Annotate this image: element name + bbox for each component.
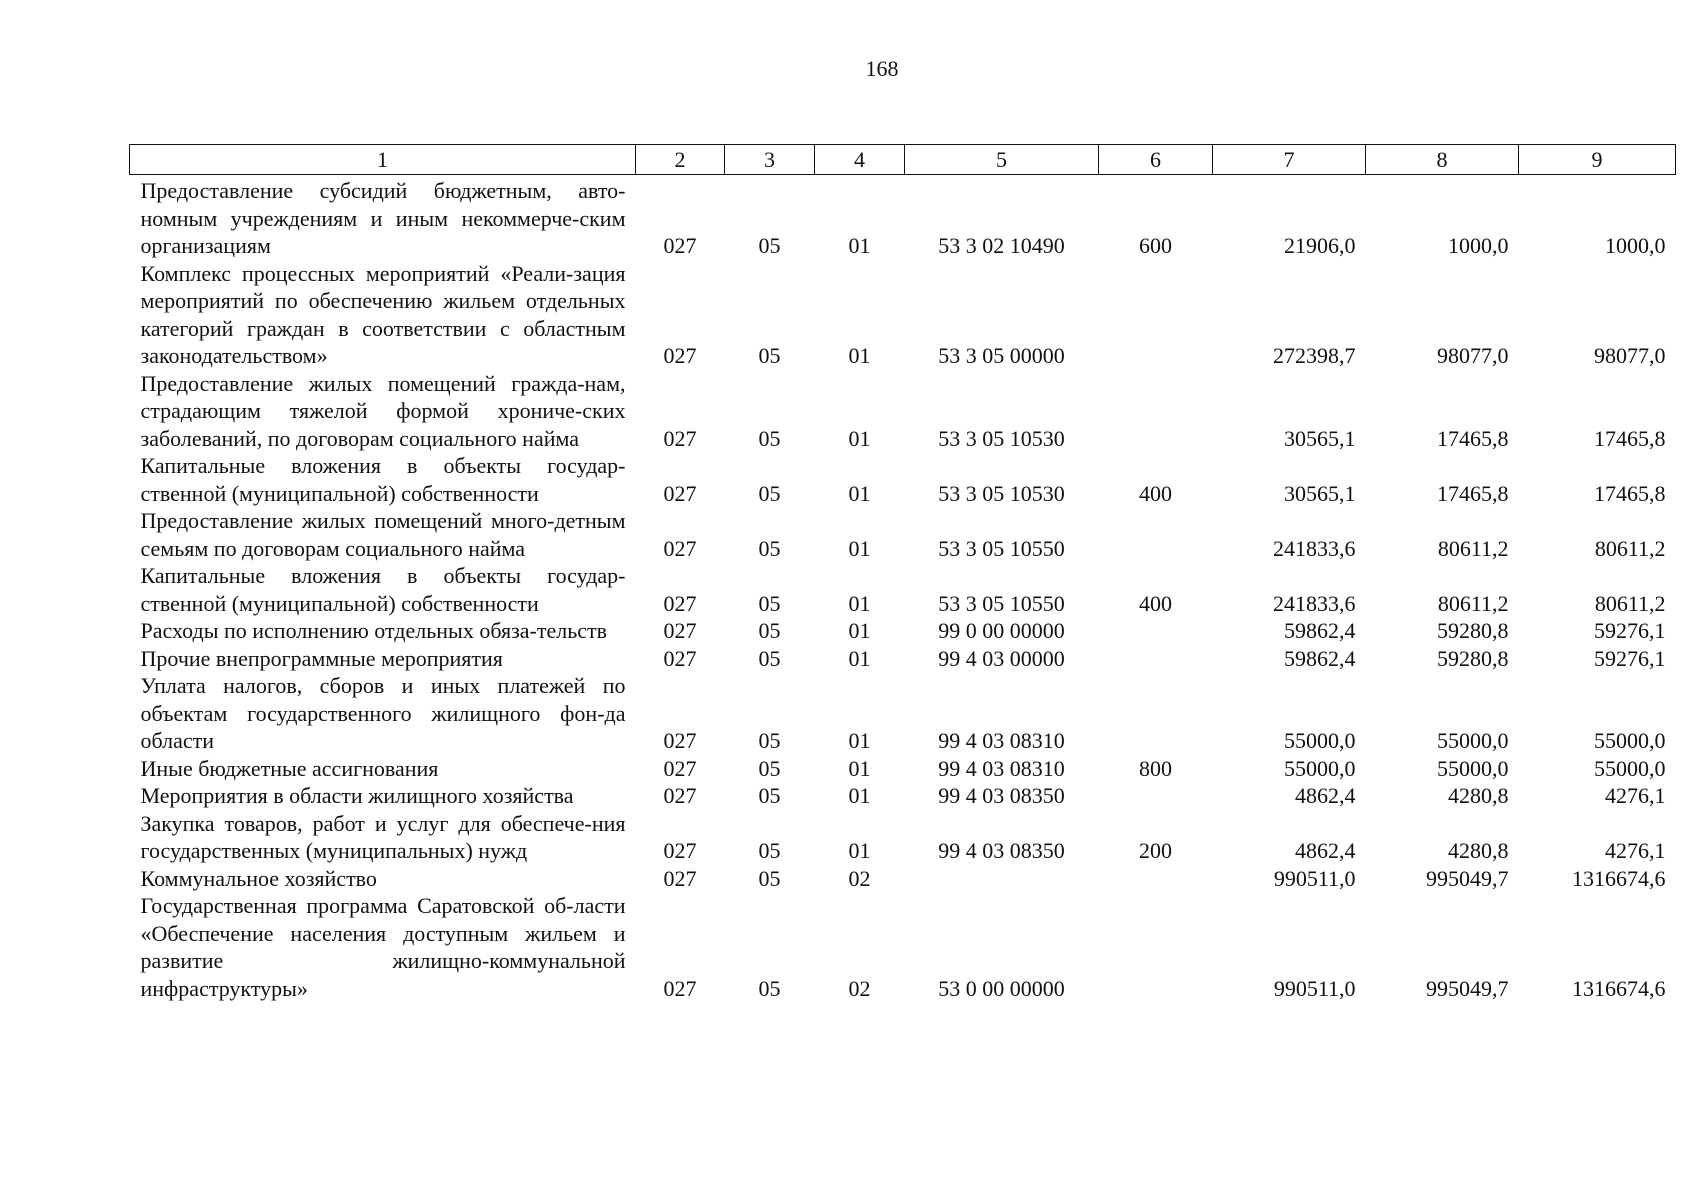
- row-name: Уплата налогов, сборов и иных платежей по объектам государственного жилищного фон-да области: [140, 673, 626, 753]
- table-row: [130, 370, 1676, 453]
- row-col-8: 59280,8: [1437, 618, 1509, 643]
- row-col-4: 02: [848, 975, 871, 1001]
- row-col-5: 53 3 05 10550: [938, 590, 1065, 616]
- row-col-5: 99 4 03 08310: [938, 728, 1065, 753]
- row-col-8: 59280,8: [1437, 645, 1509, 671]
- row-col-8: 995049,7: [1426, 865, 1509, 891]
- row-col-4: 01: [848, 480, 871, 506]
- table-row: [130, 755, 1676, 783]
- table-body: [130, 175, 1676, 1003]
- row-col-9: 1316674,6: [1572, 865, 1666, 891]
- header-row: [130, 145, 1676, 175]
- table-row: [130, 507, 1676, 562]
- row-col-9: 98077,0: [1594, 343, 1666, 368]
- row-col-2: 027: [663, 755, 697, 781]
- row-col-9: 4276,1: [1605, 838, 1666, 863]
- row-name: Предоставление субсидий бюджетным, авто-номным учреждениям и иным некоммерче-ским организациям: [140, 178, 626, 258]
- table-row: [130, 260, 1676, 370]
- row-col-3: 05: [758, 645, 781, 671]
- table-row: [130, 782, 1676, 810]
- row-col-6: [1099, 672, 1213, 755]
- row-col-2: 027: [663, 480, 697, 506]
- row-col-7: 241833,6: [1273, 535, 1356, 561]
- row-col-7: 30565,1: [1284, 425, 1356, 451]
- row-col-6: 600: [1139, 233, 1172, 258]
- row-name: Комплекс процессных мероприятий «Реали-зация мероприятий по обеспечению жильем отдельных категорий граждан в соответствии с областным законодательством»: [140, 260, 626, 368]
- row-name: Капитальные вложения в объекты государ-ственной (муниципальной) собственности: [140, 563, 626, 616]
- row-col-5: 53 3 05 10530: [938, 480, 1065, 506]
- row-col-7: 4862,4: [1295, 783, 1356, 808]
- row-col-9: 55000,0: [1594, 728, 1666, 753]
- row-col-7: 241833,6: [1273, 590, 1356, 616]
- row-col-8: 17465,8: [1437, 425, 1509, 451]
- row-col-4: 01: [848, 343, 871, 368]
- header-cell-9: 9: [1519, 145, 1676, 175]
- row-col-8: 995049,7: [1426, 975, 1509, 1001]
- row-col-7: 990511,0: [1273, 865, 1356, 891]
- table-row: [130, 175, 1676, 260]
- row-name: Предоставление жилых помещений много-детным семьям по договорам социального найма: [140, 508, 626, 561]
- row-col-3: 05: [758, 865, 781, 891]
- row-col-5: 99 4 03 08350: [938, 783, 1065, 808]
- row-col-3: 05: [758, 618, 781, 643]
- row-col-3: 05: [758, 233, 781, 258]
- row-col-8: 4280,8: [1448, 783, 1509, 808]
- row-col-4: 01: [848, 728, 871, 753]
- table-row: [130, 645, 1676, 673]
- row-col-9: 17465,8: [1594, 480, 1666, 506]
- row-name: Капитальные вложения в объекты государ-ственной (муниципальной) собственности: [140, 453, 626, 506]
- row-col-7: 55000,0: [1284, 755, 1356, 781]
- row-col-5: 99 4 03 08350: [938, 838, 1065, 863]
- row-col-6: 400: [1139, 480, 1172, 506]
- row-col-9: 59276,1: [1594, 645, 1666, 671]
- row-col-9: 55000,0: [1594, 755, 1666, 781]
- row-col-2: 027: [663, 865, 697, 891]
- header-cell-8: 8: [1366, 145, 1519, 175]
- row-col-2: 027: [663, 975, 697, 1001]
- row-col-9: 1000,0: [1605, 233, 1666, 258]
- row-col-6: 400: [1139, 590, 1172, 616]
- row-col-8: 4280,8: [1448, 838, 1509, 863]
- row-name: Прочие внепрограммные мероприятия: [140, 645, 503, 671]
- row-col-9: 1316674,6: [1572, 975, 1666, 1001]
- row-col-6: 200: [1139, 838, 1172, 863]
- row-col-5: 99 0 00 00000: [938, 618, 1065, 643]
- row-col-8: 17465,8: [1437, 480, 1509, 506]
- row-col-7: 55000,0: [1284, 728, 1356, 753]
- row-col-5: 99 4 03 00000: [938, 645, 1065, 671]
- row-col-9: 4276,1: [1605, 783, 1666, 808]
- row-col-8: 80611,2: [1437, 535, 1509, 561]
- row-col-6: [1099, 782, 1213, 810]
- table-row: [130, 617, 1676, 645]
- row-col-9: 17465,8: [1594, 425, 1666, 451]
- row-col-3: 05: [758, 783, 781, 808]
- row-col-5: 53 3 02 10490: [938, 233, 1065, 258]
- header-cell-6: 6: [1099, 145, 1213, 175]
- row-col-4: 01: [848, 838, 871, 863]
- row-col-6: [1099, 892, 1213, 1002]
- row-name: Предоставление жилых помещений гражда-нам, страдающим тяжелой формой хрониче-ских заболеваний, по договорам социального найма: [140, 370, 626, 451]
- row-col-2: 027: [663, 838, 697, 863]
- table-header: [130, 145, 1676, 175]
- row-name: Закупка товаров, работ и услуг для обеспече-ния государственных (муниципальных) нужд: [140, 810, 626, 863]
- row-col-8: 1000,0: [1448, 233, 1509, 258]
- header-cell-2: 2: [636, 145, 725, 175]
- row-col-9: 80611,2: [1594, 535, 1666, 561]
- row-col-2: 027: [663, 590, 697, 616]
- row-col-2: 027: [663, 728, 697, 753]
- row-col-4: 01: [848, 233, 871, 258]
- row-col-4: 01: [848, 618, 871, 643]
- row-col-3: 05: [758, 755, 781, 781]
- row-col-6: [1099, 865, 1213, 893]
- row-col-5: 53 3 05 10550: [938, 535, 1065, 561]
- header-cell-5: 5: [905, 145, 1099, 175]
- row-col-3: 05: [758, 480, 781, 506]
- header-cell-1: 1: [130, 145, 636, 175]
- table-row: [130, 810, 1676, 865]
- row-name: Иные бюджетные ассигнования: [140, 755, 439, 781]
- row-col-3: 05: [758, 535, 781, 561]
- row-col-2: 027: [663, 645, 697, 671]
- row-col-4: 01: [848, 755, 871, 781]
- row-col-2: 027: [663, 425, 697, 451]
- row-col-8: 55000,0: [1437, 728, 1509, 753]
- row-col-7: 59862,4: [1284, 645, 1356, 671]
- row-col-4: 01: [848, 590, 871, 616]
- row-col-3: 05: [758, 728, 781, 753]
- header-cell-3: 3: [725, 145, 815, 175]
- row-col-3: 05: [758, 838, 781, 863]
- row-col-4: 01: [848, 425, 871, 451]
- table-row: [130, 452, 1676, 507]
- row-col-6: [1099, 645, 1213, 673]
- page-number: 168: [865, 56, 899, 81]
- table-row: [130, 865, 1676, 893]
- row-col-2: 027: [663, 618, 697, 643]
- row-col-9: 59276,1: [1594, 618, 1666, 643]
- row-col-2: 027: [663, 535, 697, 561]
- row-col-6: [1099, 507, 1213, 562]
- row-col-8: 98077,0: [1437, 343, 1509, 368]
- row-col-4: 01: [848, 535, 871, 561]
- row-col-7: 21906,0: [1284, 233, 1356, 258]
- row-col-6: [1099, 617, 1213, 645]
- row-col-2: 027: [663, 343, 697, 368]
- row-name: Государственная программа Саратовской об-ласти «Обеспечение населения доступным жильем и развитие жилищно-коммунальной инфраструктуры»: [140, 893, 626, 1001]
- table-row: [130, 672, 1676, 755]
- row-col-2: 027: [663, 783, 697, 808]
- table-row: [130, 562, 1676, 617]
- row-col-7: 30565,1: [1284, 480, 1356, 506]
- table-row: [130, 892, 1676, 1002]
- row-col-6: 800: [1139, 755, 1172, 781]
- header-cell-4: 4: [815, 145, 905, 175]
- row-col-7: 59862,4: [1284, 618, 1356, 643]
- row-col-4: 01: [848, 783, 871, 808]
- row-name: Расходы по исполнению отдельных обяза-тельств: [140, 618, 608, 643]
- row-col-7: 4862,4: [1295, 838, 1356, 863]
- row-col-5: 53 3 05 00000: [938, 343, 1065, 368]
- row-col-7: 990511,0: [1273, 975, 1356, 1001]
- row-col-8: 80611,2: [1437, 590, 1509, 616]
- row-col-5: 53 0 00 00000: [938, 975, 1065, 1001]
- budget-table: [129, 144, 1676, 1002]
- row-col-3: 05: [758, 975, 781, 1001]
- row-col-4: 02: [848, 865, 871, 891]
- row-col-8: 55000,0: [1437, 755, 1509, 781]
- row-col-4: 01: [848, 645, 871, 671]
- row-col-5: [905, 865, 1099, 893]
- row-col-3: 05: [758, 425, 781, 451]
- row-col-9: 80611,2: [1594, 590, 1666, 616]
- row-col-2: 027: [663, 233, 697, 258]
- header-cell-7: 7: [1213, 145, 1366, 175]
- row-name: Мероприятия в области жилищного хозяйства: [140, 783, 574, 808]
- row-col-3: 05: [758, 590, 781, 616]
- row-col-6: [1099, 370, 1213, 453]
- row-col-5: 53 3 05 10530: [938, 425, 1065, 451]
- row-col-3: 05: [758, 343, 781, 368]
- row-col-7: 272398,7: [1273, 343, 1356, 368]
- row-col-6: [1099, 260, 1213, 370]
- row-name: Коммунальное хозяйство: [140, 865, 377, 891]
- row-col-5: 99 4 03 08310: [938, 755, 1065, 781]
